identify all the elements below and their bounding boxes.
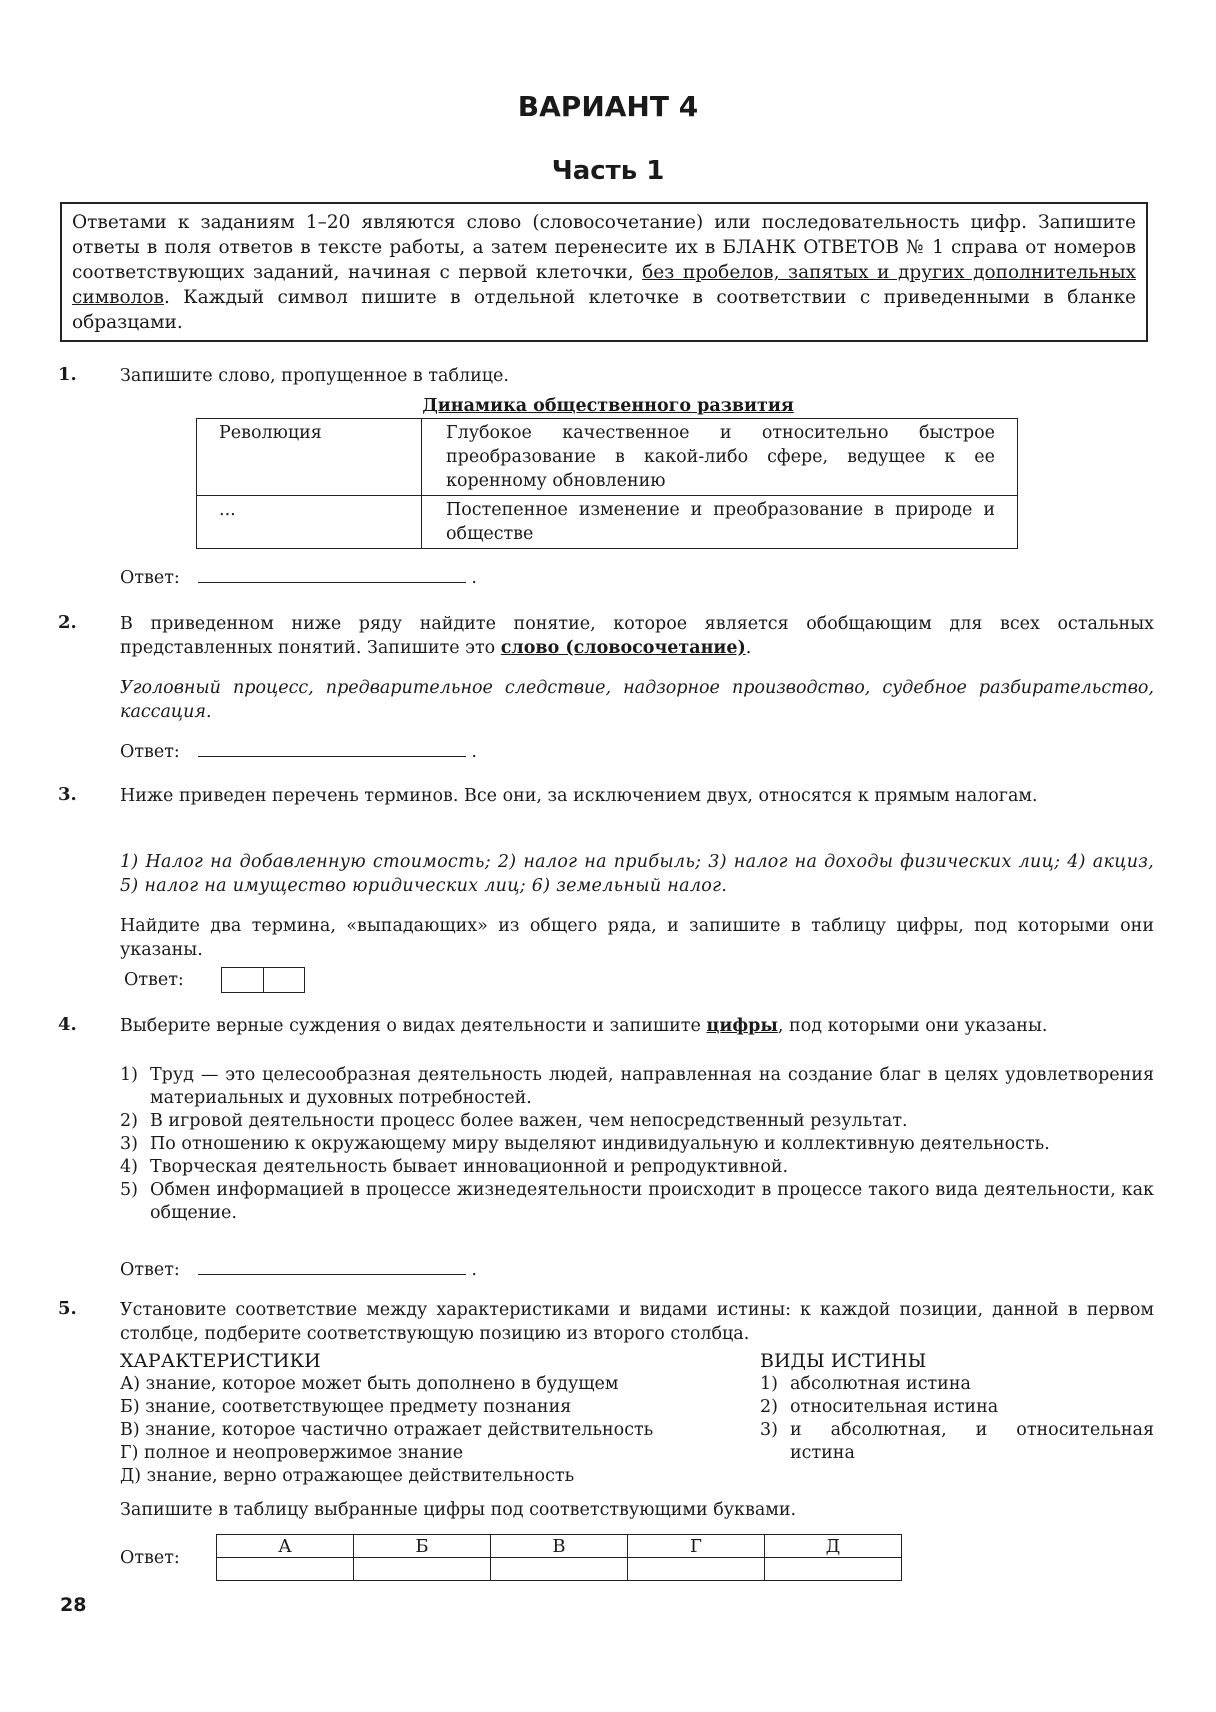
task-2-series: Уголовный процесс, предварительное следствие, надзорное производство, судебное разбирательство, кассация. (120, 678, 1154, 722)
table-cell-term: ... (197, 496, 422, 549)
task-4-prompt (120, 1014, 1154, 1038)
list-item-number: 1) (120, 1065, 138, 1085)
letter-cell-b: Б (354, 1535, 491, 1558)
list-item (120, 1179, 1154, 1225)
list-item-text: абсолютная истина (790, 1374, 971, 1394)
task-4-list (120, 1064, 1154, 1225)
list-item (120, 1110, 1154, 1133)
list-item: А) знание, которое может быть дополнено в будущем (120, 1374, 619, 1394)
task-5-truth-types (760, 1350, 1154, 1465)
answer-cell[interactable] (217, 1558, 354, 1581)
answer-label: Ответ: (120, 742, 180, 762)
task-2-number: 2. (58, 612, 77, 633)
task-1-table (196, 418, 1018, 549)
list-item (120, 1064, 1154, 1110)
instructions-text-1: Ответами к заданиям 1–20 являются слово (словосочетание) или последовательность цифр. Запишите ответы в поля ответов в тексте работы, а затем перенесите их в БЛАНК ОТВЕТОВ № 1 справа от номеров соответствующих заданий, начиная с первой клеточки, (72, 212, 1136, 283)
task-5-answer-label (120, 1548, 180, 1568)
task-5-prompt: Установите соответствие между характеристиками и видами истины: к каждой позиции, данной в первом столбце, подберите соответствующую позицию из второго столбца. (120, 1300, 1154, 1344)
table-row (197, 496, 1018, 549)
answer-cell[interactable] (627, 1558, 764, 1581)
task-3-prompt: Ниже приведен перечень терминов. Все они, за исключением двух, относятся к прямым налогам. (120, 786, 1038, 806)
page-number: 28 (60, 1594, 87, 1616)
table-cell-definition: Постепенное изменение и преобразование в природе и обществе (422, 496, 1018, 549)
task-4-prompt-bold: цифры (706, 1016, 778, 1036)
table-cell-definition: Глубокое качественное и относительно быстрое преобразование в какой-либо сфере, ведущее к ее коренному обновлению (422, 419, 1018, 496)
task-3-terms: 1) Налог на добавленную стоимость; 2) налог на прибыль; 3) налог на доходы физических лиц; 4) акциз, 5) налог на имущество юридических лиц; 6) земельный налог. (120, 852, 1154, 896)
list-item: Б) знание, соответствующее предмету познания (120, 1397, 572, 1417)
list-item-number: 3) (760, 1420, 778, 1440)
task-2-prompt-text: В приведенном ниже ряду найдите понятие, которое является обобщающим для всех остальных представленных понятий. Запишите это (120, 614, 1154, 658)
list-item (760, 1419, 1154, 1465)
list-item-text: По отношению к окружающему миру выделяют индивидуальную и коллективную деятельность. (150, 1134, 1050, 1154)
answer-label: Ответ: (120, 1548, 180, 1568)
task-3-instruction: Найдите два термина, «выпадающих» из общего ряда, и запишите в таблицу цифры, под которыми они указаны. (120, 916, 1154, 960)
list-item-number: 2) (760, 1397, 778, 1417)
list-item-text: и абсолютная, и относительная истина (790, 1420, 1154, 1463)
list-item-number: 2) (120, 1111, 138, 1131)
list-item-text: Творческая деятельность бывает инновационной и репродуктивной. (150, 1157, 789, 1177)
letter-cell-g: Г (627, 1535, 764, 1558)
letter-cell-a: А (217, 1535, 354, 1558)
task-5-characteristics (120, 1350, 720, 1488)
task-2-prompt (120, 612, 1154, 660)
answer-line[interactable] (198, 566, 466, 583)
answer-label: Ответ: (120, 568, 180, 588)
list-item (120, 1133, 1154, 1156)
list-item-number: 1) (760, 1374, 778, 1394)
variant-title: ВАРИАНТ 4 (517, 90, 699, 123)
task-1-answer: Ответ: . (120, 568, 477, 588)
instructions-underlined: без пробелов, запятых и других дополнительных символов (72, 262, 1136, 308)
list-item-text: относительная истина (790, 1397, 999, 1417)
answer-label: Ответ: (120, 1260, 180, 1280)
truth-types-heading: ВИДЫ ИСТИНЫ (760, 1350, 927, 1372)
letter-cell-v: В (490, 1535, 627, 1558)
task-3-answer (124, 970, 184, 990)
list-item-text: В игровой деятельности процесс более важен, чем непосредственный результат. (150, 1111, 908, 1131)
task-4-prompt-end: , под которыми они указаны. (777, 1016, 1048, 1036)
table-row (197, 419, 1018, 496)
answer-label: Ответ: (124, 970, 184, 990)
part-title: Часть 1 (551, 156, 665, 186)
task-3-number: 3. (58, 784, 77, 805)
list-item-number: 5) (120, 1180, 138, 1200)
list-item-number: 3) (120, 1134, 138, 1154)
task-2-prompt-end: . (745, 638, 752, 658)
list-item: Г) полное и неопровержимое знание (120, 1443, 464, 1463)
task-1-table-caption: Динамика общественного развития (422, 396, 794, 416)
list-item (120, 1156, 1154, 1179)
table-row (217, 1558, 902, 1581)
task-5-table-instruction: Запишите в таблицу выбранные цифры под соответствующими буквами. (120, 1500, 797, 1520)
list-item-text: Обмен информацией в процессе жизнедеятельности происходит в процессе такого вида деятельности, как общение. (150, 1180, 1154, 1223)
answer-line[interactable] (198, 1258, 466, 1275)
list-item (760, 1373, 1154, 1396)
task-2-answer: Ответ: . (120, 742, 477, 762)
list-item-text: Труд — это целесообразная деятельность людей, направленная на создание благ в целях удовлетворения материальных и духовных потребностей. (150, 1065, 1154, 1108)
instructions-box (60, 202, 1148, 342)
table-row (217, 1535, 902, 1558)
table-cell-term: Революция (197, 419, 422, 496)
answer-line[interactable] (198, 740, 466, 757)
task-4-number: 4. (58, 1014, 77, 1035)
answer-cell[interactable] (490, 1558, 627, 1581)
task-4-prompt-text: Выберите верные суждения о видах деятельности и запишите (120, 1016, 707, 1036)
answer-cell[interactable] (354, 1558, 491, 1581)
task-5-answer-table (216, 1534, 902, 1581)
task-3-answer-cells[interactable] (221, 967, 305, 993)
instructions-text-2: . Каждый символ пишите в отдельной клеточке в соответствии с приведенными в бланке образцами. (72, 287, 1136, 333)
answer-cell[interactable] (764, 1558, 901, 1581)
task-2-prompt-bold: слово (словосочетание) (500, 638, 746, 658)
task-1-prompt: Запишите слово, пропущенное в таблице. (120, 366, 509, 386)
list-item: Д) знание, верно отражающее действительность (120, 1466, 575, 1486)
list-item (760, 1396, 1154, 1419)
task-1-number: 1. (58, 364, 77, 385)
list-item: В) знание, которое частично отражает действительность (120, 1420, 654, 1440)
list-item-number: 4) (120, 1157, 138, 1177)
task-4-answer: Ответ: . (120, 1260, 477, 1280)
characteristics-heading: ХАРАКТЕРИСТИКИ (120, 1350, 321, 1372)
letter-cell-d: Д (764, 1535, 901, 1558)
task-5-number: 5. (58, 1298, 77, 1319)
